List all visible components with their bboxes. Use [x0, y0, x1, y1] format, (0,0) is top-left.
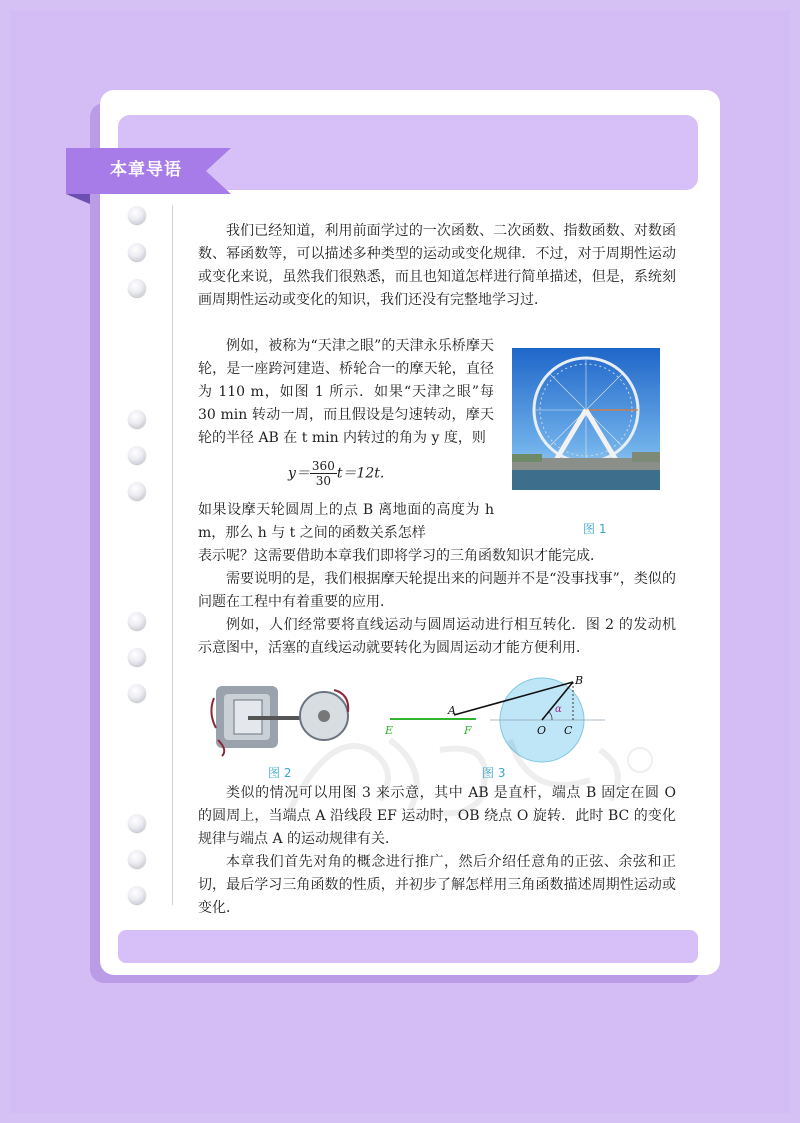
binder-hole: [128, 850, 146, 868]
paragraph-text: 表示呢？这需要借助本章我们即将学习的三角函数知识才能完成．: [198, 548, 604, 564]
binder-hole: [128, 612, 146, 630]
formula-rhs: t＝12t.: [336, 465, 385, 482]
fraction-denominator: 30: [315, 474, 332, 488]
ribbon-fold: [66, 194, 90, 204]
formula: [288, 459, 384, 488]
binder-hole: [128, 279, 146, 297]
paragraph-text: 需要说明的是，我们根据摩天轮提出来的问题并不是“没事找事”，类似的问题在工程中有着重要的应用．: [198, 571, 676, 610]
label-a: A: [448, 704, 456, 717]
ferris-wheel-photo: [512, 348, 660, 490]
label-e: E: [385, 724, 394, 737]
paragraph-5: [198, 614, 676, 660]
paragraph-6: [198, 782, 676, 851]
binder-hole: [128, 446, 146, 464]
section-title: 本章导语: [110, 160, 182, 180]
paragraph-text: 例如，被称为“天津之眼”的天津永乐桥摩天轮，是一座跨河建造、桥轮合一的摩天轮，直径为 110 m，如图 1 所示．如果“天津之眼”每 30 min 转动一周，而且假设是匀速转动，摩天轮的半径 AB 在 t min 内转过的角为 y 度，则: [198, 338, 494, 446]
label-b: B: [575, 674, 584, 687]
fraction-numerator: 360: [311, 459, 335, 473]
paragraph-3a: [198, 499, 494, 545]
binder-hole: [128, 684, 146, 702]
binder-hole: [128, 814, 146, 832]
binder-hole: [128, 886, 146, 904]
binder-hole: [128, 206, 146, 224]
label-alpha: α: [555, 704, 562, 715]
formula-lhs: y＝: [288, 465, 310, 482]
label-c: C: [564, 724, 573, 737]
label-o: O: [537, 724, 547, 737]
margin-line: [172, 205, 173, 905]
binder-hole: [128, 243, 146, 261]
paragraph-1: [198, 220, 676, 312]
paragraph-3b: [198, 545, 676, 568]
paragraph-text: 类似的情况可以用图 3 来示意，其中 AB 是直杆，端点 B 固定在圆 O 的圆周上，当端点 A 沿线段 EF 运动时，OB 绕点 O 旋转．此时 BC 的变化规律与端点 A 的运动规律有关．: [198, 785, 676, 847]
binder-hole: [128, 648, 146, 666]
binder-hole: [128, 410, 146, 428]
figure-2-caption: 图 2: [268, 766, 292, 780]
paragraph-4: [198, 568, 676, 614]
binder-hole: [128, 482, 146, 500]
paragraph-text: 本章我们首先对角的概念进行推广，然后介绍任意角的正弦、余弦和正切，最后学习三角函数的性质，并初步了解怎样用三角函数描述周期性运动或变化．: [198, 854, 676, 916]
paragraph-text: 如果设摩天轮圆周上的点 B 离地面的高度为 h m，那么 h 与 t 之间的函数关系怎样: [198, 502, 494, 541]
formula-fraction: [310, 459, 337, 488]
paragraph-text: 我们已经知道，利用前面学过的一次函数、二次函数、指数函数、对数函数、幂函数等，可以描述多种类型的运动或变化规律．不过，对于周期性运动或变化来说，虽然我们很熟悉，而且也知道怎样进行简单描述，但是，系统刻画周期性运动或变化的知识，我们还没有完整地学习过．: [198, 223, 676, 308]
figure-3-caption: 图 3: [482, 766, 506, 780]
paragraph-7: [198, 851, 676, 920]
paragraph-text: 例如，人们经常要将直线运动与圆周运动进行相互转化．图 2 的发动机示意图中，活塞的直线运动就要转化为圆周运动才能方便利用．: [198, 617, 676, 656]
figure-1-caption: 图 1: [583, 522, 607, 536]
label-f: F: [464, 724, 472, 737]
paragraph-2: [198, 335, 494, 450]
footer-bar: [118, 930, 698, 963]
